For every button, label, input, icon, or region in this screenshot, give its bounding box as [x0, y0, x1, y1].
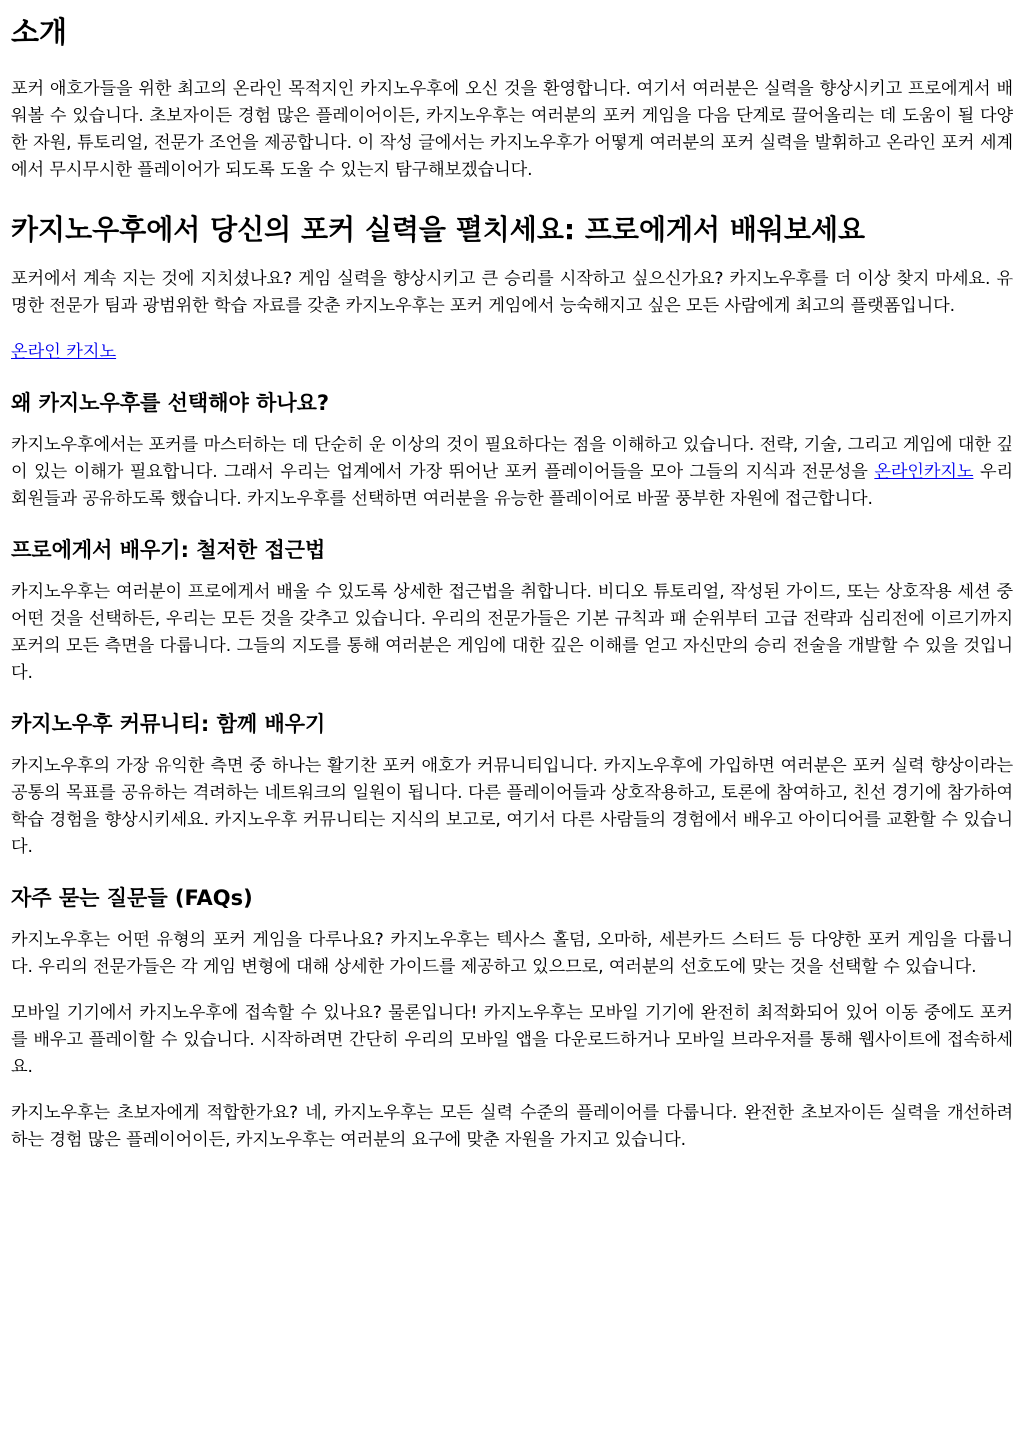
link-line — [11, 339, 1013, 366]
learn-paragraph: 카지노우후는 여러분이 프로에게서 배울 수 있도록 상세한 접근법을 취합니다. 비디오 튜토리얼, 작성된 가이드, 또는 상호작용 세션 중 어떤 것을 선택하든, 우리는 모든 것을 갖추고 있습니다. 우리의 전문가들은 기본 규칙과 패 순위부터 고급 전략과 심리전에 이르기까지 포커의 모든 측면을 다룹니다. 그들의 지도를 통해 여러분은 게임에 대한 깊은 이해를 얻고 자신만의 승리 전술을 개발할 수 있을 것입니다. — [11, 582, 1013, 683]
learn-heading: 프로에게서 배우기: 철저한 접근법 — [11, 538, 326, 562]
intro-paragraph: 포커 애호가들을 위한 최고의 온라인 목적지인 카지노우후에 오신 것을 환영합니다. 여기서 여러분은 실력을 향상시키고 프로에게서 배워볼 수 있습니다. 초보자이든 경험 많은 플레이어이든, 카지노우후는 여러분의 포커 게임을 다음 단계로 끌어올리는 데 도움이 될 다양한 자원, 튜토리얼, 전문가 조언을 제공합니다. 이 작성 글에서는 카지노우후가 어떻게 여러분의 포커 실력을 발휘하고 온라인 포커 세계에서 무시무시한 플레이어가 되도록 도울 수 있는지 탐구해보겠습니다. — [11, 79, 1013, 180]
online-casino-inline-link[interactable]: 온라인카지노 — [874, 462, 974, 482]
faq-heading: 자주 묻는 질문들 (FAQs) — [11, 886, 253, 910]
why-text-before-link: 카지노우후에서는 포커를 마스터하는 데 단순히 운 이상의 것이 필요하다는 점을 이해하고 있습니다. 전략, 기술, 그리고 게임에 대한 깊이 있는 이해가 필요합니다. 그래서 우리는 업계에서 가장 뛰어난 포커 플레이어들을 모아 그들의 지식과 전문성을 — [11, 435, 1013, 482]
main-paragraph: 포커에서 계속 지는 것에 지치셨나요? 게임 실력을 향상시키고 큰 승리를 시작하고 싶으신가요? 카지노우후를 더 이상 찾지 마세요. 유명한 전문가 팀과 광범위한 학습 자료를 갖춘 카지노우후는 포커 게임에서 능숙해지고 싶은 모든 사람에게 최고의 플랫폼입니다. — [11, 269, 1013, 316]
intro-heading: 소개 — [11, 15, 68, 49]
faq-item: 카지노우후는 어떤 유형의 포커 게임을 다루나요? 카지노우후는 텍사스 홀덤, 오마하, 세븐카드 스터드 등 다양한 포커 게임을 다룹니다. 우리의 전문가들은 각 게임 변형에 대해 상세한 가이드를 제공하고 있으므로, 여러분의 선호도에 맞는 것을 선택할 수 있습니다. — [11, 930, 1013, 977]
why-paragraph — [11, 432, 1013, 513]
faq-item: 모바일 기기에서 카지노우후에 접속할 수 있나요? 물론입니다! 카지노우후는 모바일 기기에 완전히 최적화되어 있어 이동 중에도 포커를 배우고 플레이할 수 있습니다. 시작하려면 간단히 우리의 모바일 앱을 다운로드하거나 모바일 브라우저를 통해 웹사이트에 접속하세요. — [11, 1003, 1013, 1077]
community-heading: 카지노우후 커뮤니티: 함께 배우기 — [11, 712, 326, 736]
faq-item: 카지노우후는 초보자에게 적합한가요? 네, 카지노우후는 모든 실력 수준의 플레이어를 다룹니다. 완전한 초보자이든 실력을 개선하려 하는 경험 많은 플레이어이든, 카지노우후는 여러분의 요구에 맞춘 자원을 가지고 있습니다. — [11, 1103, 1013, 1150]
why-heading: 왜 카지노우후를 선택해야 하나요? — [11, 391, 330, 415]
community-paragraph: 카지노우후의 가장 유익한 측면 중 하나는 활기찬 포커 애호가 커뮤니티입니다. 카지노우후에 가입하면 여러분은 포커 실력 향상이라는 공통의 목표를 공유하는 격려하는 네트워크의 일원이 됩니다. 다른 플레이어들과 상호작용하고, 토론에 참여하고, 친선 경기에 참가하여 학습 경험을 향상시키세요. 카지노우후 커뮤니티는 지식의 보고로, 여기서 다른 사람들의 경험에서 배우고 아이디어를 교환할 수 있습니다. — [11, 756, 1013, 857]
why-text-after-link: 우리 회원들과 공유하도록 했습니다. 카지노우후를 선택하면 여러분을 유능한 플레이어로 바꿀 풍부한 자원에 접근합니다. — [11, 462, 1014, 509]
online-casino-link[interactable]: 온라인 카지노 — [11, 342, 117, 362]
main-heading: 카지노우후에서 당신의 포커 실력을 펼치세요: 프로에게서 배워보세요 — [11, 213, 866, 246]
